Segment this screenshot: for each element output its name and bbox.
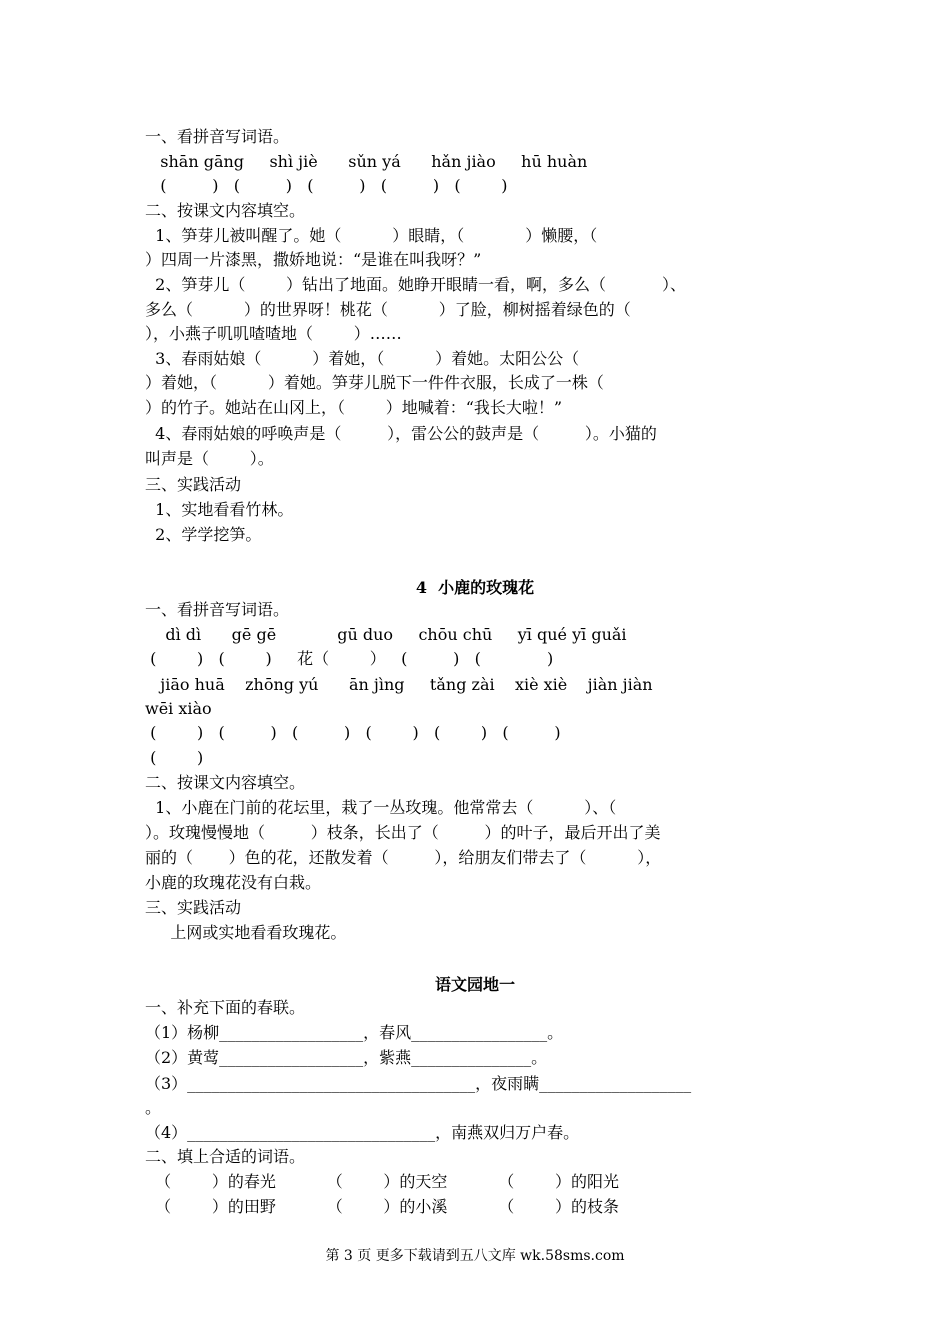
pinyin-row: dì dì gē gē gū duo chōu chū yī qué yī guǎi: [145, 625, 627, 644]
page-footer: 第 3 页 更多下载请到五八文库 wk.58sms.com: [325, 1248, 625, 1264]
activity-item: 1、实地看看竹林。: [145, 500, 294, 519]
fill-blank-line: ），小燕子叽叽喳喳地（ ）……: [145, 324, 402, 343]
couplet-line: （4）_______________________________，南燕双归万户春。: [145, 1123, 580, 1142]
section-heading: 二、按课文内容填空。: [145, 773, 306, 792]
couplet-line: （2）黄莺__________________，紫燕_______________。: [145, 1048, 548, 1067]
answer-brackets-row: ( ) ( ) ( ) ( ) ( ): [145, 176, 508, 195]
couplet-line: 。: [145, 1098, 162, 1117]
section-heading: 二、按课文内容填空。: [145, 201, 306, 220]
answer-brackets-row: ( ): [145, 748, 204, 767]
pinyin-row: wēi xiào: [145, 699, 212, 718]
fill-blank-line: ）。玫瑰慢慢地（ ）枝条，长出了（ ）的叶子，最后开出了美: [145, 823, 661, 842]
activity-item: 2、学学挖笋。: [145, 525, 262, 544]
couplet-line: （3）____________________________________，夜雨瞒___________________: [145, 1074, 692, 1093]
fill-blank-line: 4、春雨姑娘的呼唤声是（ ），雷公公的鼓声是（ ）。小猫的: [145, 424, 657, 443]
answer-brackets-row: ( ) ( ) ( ) ( ) ( ) ( ): [145, 723, 561, 742]
pinyin-row: jiāo huā zhōng yú ān jìng tǎng zài xiè xiè jiàn jiàn: [145, 675, 653, 694]
section-heading: 一、看拼音写词语。: [145, 127, 290, 146]
word-fill-row: （ ）的春光 （ ）的天空 （ ）的阳光: [145, 1172, 619, 1191]
fill-blank-line: 多么（ ）的世界呀！桃花（ ）了脸，柳树摇着绿色的（: [145, 300, 631, 319]
section-heading: 三、实践活动: [145, 475, 242, 494]
section-heading: 二、填上合适的词语。: [145, 1147, 306, 1166]
section-title: 语文园地一: [434, 975, 515, 994]
fill-blank-line: 1、笋芽儿被叫醒了。她（ ）眼睛，（ ）懒腰，（: [145, 226, 598, 245]
fill-blank-line: 1、小鹿在门前的花坛里，栽了一丛玫瑰。他常常去（ ）、（: [145, 798, 617, 817]
couplet-line: （1）杨柳__________________，春风_________________。: [145, 1023, 564, 1042]
lesson-title: 4 小鹿的玫瑰花: [415, 578, 535, 597]
answer-brackets-row: ( ) ( ) 花（ ） ( ) ( ): [145, 649, 554, 668]
fill-blank-line: 小鹿的玫瑰花没有白栽。: [145, 873, 322, 892]
fill-blank-line: ）四周一片漆黑，撒娇地说：“是谁在叫我呀？”: [145, 250, 482, 269]
section-heading: 一、看拼音写词语。: [145, 600, 290, 619]
fill-blank-line: 3、春雨姑娘（ ）着她，（ ）着她。太阳公公（: [145, 349, 580, 368]
fill-blank-line: ）的竹子。她站在山冈上，（ ）地喊着：“我长大啦！”: [145, 398, 563, 417]
fill-blank-line: 叫声是（ ）。: [145, 449, 274, 468]
fill-blank-line: 丽的（ ）色的花，还散发着（ ），给朋友们带去了（ ），: [145, 848, 662, 867]
section-heading: 三、实践活动: [145, 898, 242, 917]
fill-blank-line: 2、笋芽儿（ ）钻出了地面。她睁开眼睛一看，啊，多么（ ）、: [145, 275, 686, 294]
pinyin-row: shān gāng shì jiè sǔn yá hǎn jiào hū huàn: [145, 152, 588, 171]
activity-item: 上网或实地看看玫瑰花。: [145, 923, 347, 942]
fill-blank-line: ）着她，（ ）着她。笋芽儿脱下一件件衣服，长成了一株（: [145, 373, 604, 392]
word-fill-row: （ ）的田野 （ ）的小溪 （ ）的枝条: [145, 1197, 619, 1216]
section-heading: 一、补充下面的春联。: [145, 998, 306, 1017]
